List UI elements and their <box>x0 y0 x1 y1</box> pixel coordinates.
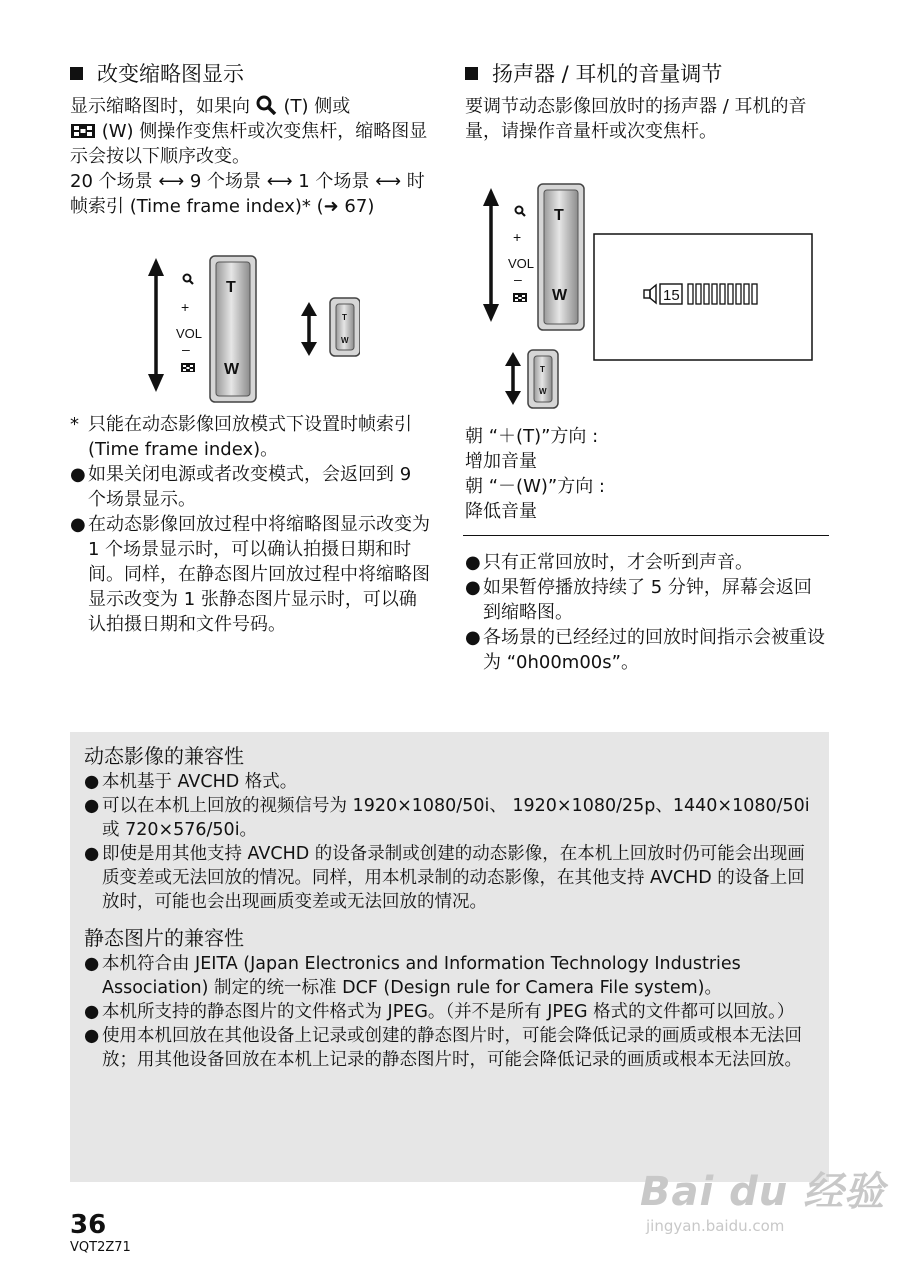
svg-text:W: W <box>341 336 349 345</box>
thumbnail-intro: 显示缩略图时，如果向 (T) 侧或 (W) 侧操作变焦杆或次变焦杆，缩略图显示会按以下顺序改变。 20 个场景 ⟷ 9 个场景 ⟷ 1 个场景 ⟷ 时帧索引 (Time frame index)* (➜ 67) <box>70 94 442 219</box>
square-bullet-icon <box>70 67 83 80</box>
minus-label: – <box>182 341 190 357</box>
model-code: VQT2Z71 <box>70 1240 131 1255</box>
left-notes <box>70 412 434 637</box>
svg-text:T: T <box>342 313 347 322</box>
watermark <box>640 1160 885 1235</box>
volume-intro: 要调节动态影像回放时的扬声器 / 耳机的音量，请操作音量杆或次变焦杆。 <box>465 96 807 142</box>
list-item: ● 本机符合由 JEITA (Japan Electronics and Information Technology Industries Association) 制定的统一标准 DCF (Design rule for Camera File system)。 <box>84 954 741 998</box>
right-heading: 扬声器 / 耳机的音量调节 <box>465 60 722 88</box>
divider <box>463 535 829 536</box>
compatibility-box <box>70 732 829 1182</box>
down-label: 朝 “－(W)”方向 : <box>465 476 606 497</box>
list-item: ● 可以在本机上回放的视频信号为 1920×1080/50i、 1920×1080/25p、1440×1080/50i 或 720×576/50i。 <box>84 796 810 840</box>
grid-small-icon <box>181 363 195 372</box>
vol-label: VOL <box>508 256 535 271</box>
w-label: W <box>552 287 568 304</box>
list-item: ● 只有正常回放时，才会听到声音。 <box>465 552 753 573</box>
up-desc: 增加音量 <box>465 451 537 472</box>
thumbnail-sequence: 20 个场景 ⟷ 9 个场景 ⟷ 1 个场景 ⟷ 时帧索引 (Time frame index)* (➜ 67) <box>70 171 425 217</box>
lcd-screen <box>594 234 812 360</box>
watermark-brand: Bai du 经验 <box>640 1169 886 1215</box>
page-number: 36 <box>70 1210 107 1240</box>
double-arrow-icon <box>483 188 499 322</box>
up-label: 朝 “＋(T)”方向 : <box>465 426 599 447</box>
svg-text:W: W <box>539 387 547 396</box>
plus-label: + <box>513 229 522 245</box>
list-item: ● 在动态影像回放过程中将缩略图显示改变为 1 个场景显示时，可以确认拍摄日期和时间。同样，在静态图片回放过程中将缩略图显示改变为 1 张静态图片显示时，可以确认拍摄日期和文件号码。 <box>70 514 430 635</box>
w-label: W <box>224 361 240 378</box>
movie-compat-title: 动态影像的兼容性 <box>84 744 244 768</box>
list-item: ● 各场景的已经经过的回放时间指示会被重设为 “0h00m00s”。 <box>465 627 825 673</box>
plus-label: + <box>181 299 190 315</box>
magnify-small-icon <box>184 275 194 285</box>
sub-zoom-lever <box>528 350 558 408</box>
svg-text:T: T <box>540 365 545 374</box>
double-arrow-icon <box>148 258 164 392</box>
thumbnail-grid-icon <box>70 123 96 139</box>
movie-compat-list <box>84 770 817 914</box>
magnify-small-icon <box>516 207 526 217</box>
t-label: T <box>554 207 564 224</box>
minus-label: – <box>514 271 522 287</box>
volume-number: 15 <box>663 287 680 304</box>
double-arrow-small-icon <box>505 352 521 405</box>
list-item: ● 本机所支持的静态图片的文件格式为 JPEG。（并不是所有 JPEG 格式的文件都可以回放。） <box>84 1002 795 1022</box>
sub-zoom-lever <box>330 298 360 356</box>
right-notes <box>465 550 829 675</box>
watermark-url: jingyan.baidu.com <box>646 1217 785 1235</box>
t-label: T <box>226 279 236 296</box>
left-heading: 改变缩略图显示 <box>70 60 244 88</box>
volume-diagram <box>470 180 830 415</box>
vol-label: VOL <box>176 326 203 341</box>
double-arrow-small-icon <box>301 302 317 356</box>
still-compat-title: 静态图片的兼容性 <box>84 926 244 950</box>
grid-small-icon <box>513 293 527 302</box>
square-bullet-icon <box>465 67 478 80</box>
zoom-lever-body <box>210 256 256 402</box>
list-item: ● 如果关闭电源或者改变模式，会返回到 9 个场景显示。 <box>70 464 412 510</box>
list-item: ● 即使是用其他支持 AVCHD 的设备录制或创建的动态影像，在本机上回放时仍可能会出现画质变差或无法回放的情况。同样，用本机录制的动态影像，在其他支持 AVCHD 的设备上回放时，可能也会出现画质变差或无法回放的情况。 <box>84 844 805 912</box>
list-item: * 只能在动态影像回放模式下设置时帧索引 (Time frame index)。 <box>70 414 412 460</box>
direction-info <box>465 424 825 524</box>
list-item: ● 本机基于 AVCHD 格式。 <box>84 772 298 792</box>
still-compat-list <box>84 952 817 1072</box>
list-item: ● 使用本机回放在其他设备上记录或创建的静态图片时，可能会降低记录的画质或根本无法回放；用其他设备回放在本机上记录的静态图片时，可能会降低记录的画质或根本无法回放。 <box>84 1026 802 1070</box>
magnify-icon <box>256 95 278 115</box>
list-item: ● 如果暂停播放持续了 5 分钟，屏幕会返回到缩略图。 <box>465 577 812 623</box>
zoom-lever-diagram <box>140 250 360 410</box>
down-desc: 降低音量 <box>465 501 537 522</box>
